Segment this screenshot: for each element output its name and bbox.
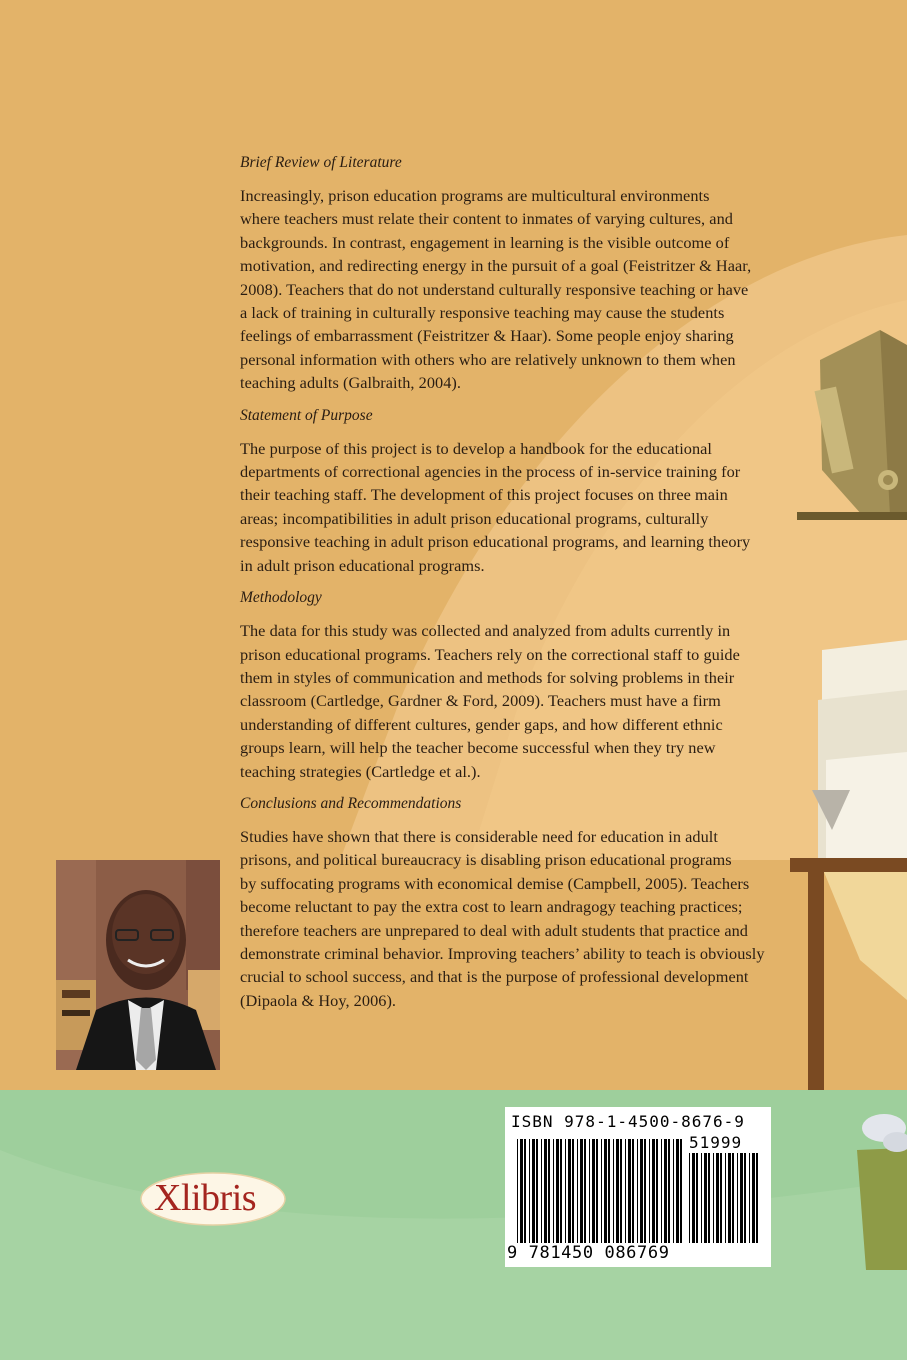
- text-line: areas; incompatibilities in adult prison educational programs, culturally: [240, 508, 709, 528]
- text-line: (Dipaola & Hoy, 2006).: [240, 990, 397, 1010]
- paper-stack-illustration: [812, 640, 907, 860]
- section-paragraph: [240, 619, 814, 783]
- isbn-label: ISBN 978-1-4500-8676-9: [511, 1112, 745, 1131]
- text-line: a lack of training in culturally responsive teaching may cause the students: [240, 303, 725, 323]
- price-code: 51999: [689, 1133, 743, 1152]
- isbn-digits: 9 781450 086769: [507, 1243, 670, 1263]
- author-photo: [56, 860, 220, 1070]
- text-line: backgrounds. In contrast, engagement in learning is the visible outcome of: [240, 232, 730, 252]
- text-line: responsive teaching in adult prison educational programs, and learning theory: [240, 532, 751, 552]
- text-line: prisons, and political bureaucracy is disabling prison educational programs: [240, 850, 732, 870]
- section-brief-review: [240, 152, 814, 395]
- publisher-logo: [138, 1170, 288, 1228]
- text-line: personal information with others who are relatively unknown to them when: [240, 349, 736, 369]
- text-line: Increasingly, prison education programs are multicultural environments: [240, 186, 710, 205]
- addon-barcode-bars: [689, 1153, 763, 1243]
- text-line: therefore teachers are unprepared to deal with adult students that practice and: [240, 920, 748, 940]
- text-line: motivation, and redirecting energy in the pursuit of a goal (Feistritzer & Haar,: [240, 256, 752, 276]
- section-methodology: [240, 587, 814, 783]
- section-paragraph: [240, 437, 814, 577]
- text-line: teaching strategies (Cartledge et al.).: [240, 761, 481, 781]
- publisher-name: Xlibris: [154, 1177, 257, 1219]
- text-line: them in styles of communication and methods for solving problems in their: [240, 667, 735, 687]
- section-heading: Brief Review of Literature: [240, 154, 402, 171]
- text-line: prison educational programs. Teachers rely on the correctional staff to guide: [240, 644, 740, 664]
- text-line: in adult prison educational programs.: [240, 555, 485, 575]
- back-cover-text: [240, 152, 814, 1022]
- text-line: demonstrate criminal behavior. Improving teachers’ ability to teach is obviously: [240, 943, 765, 963]
- text-line: where teachers must relate their content to inmates of varying cultures, and: [240, 209, 733, 229]
- section-paragraph: [240, 825, 814, 1012]
- barcode-bars: [517, 1139, 685, 1243]
- section-paragraph: [240, 184, 814, 395]
- section-conclusions: [240, 793, 814, 1012]
- section-statement-of-purpose: [240, 405, 814, 577]
- text-line: groups learn, will help the teacher become successful when they try new: [240, 738, 716, 758]
- text-line: teaching adults (Galbraith, 2004).: [240, 373, 461, 393]
- section-heading: Statement of Purpose: [240, 406, 373, 424]
- text-line: crucial to school success, and that is the purpose of professional development: [240, 967, 749, 987]
- text-line: 2008). Teachers that do not understand culturally responsive teaching or have: [240, 279, 749, 299]
- text-line: their teaching staff. The development of this project focuses on three main: [240, 485, 728, 505]
- text-line: The purpose of this project is to develop a handbook for the educational: [240, 438, 713, 458]
- text-line: understanding of different cultures, gender gaps, and how different ethnic: [240, 714, 723, 734]
- text-line: by suffocating programs with economical demise (Campbell, 2005). Teachers: [240, 873, 750, 893]
- text-line: The data for this study was collected and analyzed from adults currently in: [240, 621, 731, 641]
- isbn-barcode: [505, 1107, 771, 1267]
- section-heading: Conclusions and Recommendations: [240, 794, 462, 812]
- text-line: feelings of embarrassment (Feistritzer & Haar). Some people enjoy sharing: [240, 326, 734, 346]
- section-heading: Methodology: [240, 589, 322, 607]
- text-line: departments of correctional agencies in the process of in-service training for: [240, 462, 741, 482]
- text-line: Studies have shown that there is considerable need for education in adult: [240, 826, 718, 846]
- text-line: become reluctant to pay the extra cost to learn andragogy teaching practices;: [240, 897, 743, 917]
- text-line: classroom (Cartledge, Gardner & Ford, 2009). Teachers must have a firm: [240, 691, 721, 711]
